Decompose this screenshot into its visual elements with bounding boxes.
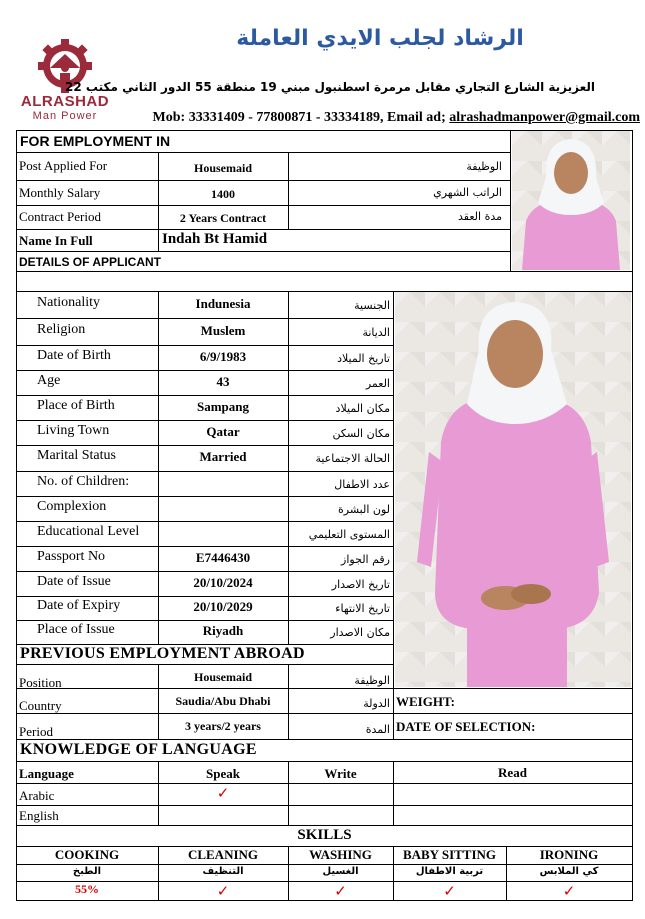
applicant-photo-small [512,131,630,270]
label-date-of-expiry: Date of Expiry [37,598,121,613]
value-place-of-issue: Riyadh [202,623,244,638]
section-language: KNOWLEDGE OF LANGUAGE [20,741,257,758]
label-no-of-children-ar: عدد الاطفال [334,477,390,491]
skill-washing-mark: ✓ [334,884,347,900]
value-date-of-expiry: 20/10/2029 [193,599,253,614]
value-monthly-salary: 1400 [211,187,235,201]
logo-sub-text: Man Power [32,110,98,122]
skill-cleaning: CLEANING [187,847,259,862]
label-living-town: Living Town [37,422,110,438]
label-living-town-ar: مكان السكن [332,426,390,440]
label-place-of-birth: Place of Birth [37,397,115,413]
label-marital-status: Marital Status [37,448,116,463]
label-passport-no-ar: رقم الجواز [341,552,390,566]
label-age: Age [37,372,61,388]
label-religion-ar: الديانة [362,325,390,339]
label-marital-status-ar: الحالة الاجتماعية [315,452,390,465]
label-date-of-birth-ar: تاريخ الميلاد [337,351,390,365]
section-employment: FOR EMPLOYMENT IN [20,133,171,149]
label-nationality: Nationality [37,294,100,310]
value-religion: Muslem [200,322,246,338]
value-prev-period: 3 years/2 years [185,719,261,733]
label-prev-position: Position [19,675,62,690]
section-skills: SKILLS [297,827,352,843]
label-age-ar: العمر [365,376,390,390]
label-prev-period-ar: المدة [365,723,390,736]
value-place-of-birth: Sampang [196,398,250,414]
value-date-of-birth: 6/9/1983 [199,348,247,364]
value-date-of-issue: 20/10/2024 [193,574,253,590]
label-religion: Religion [37,321,86,337]
section-details-applicant: DETAILS OF APPLICANT [19,255,161,269]
value-living-town: Qatar [206,423,240,439]
label-no-of-children: No. of Children: [37,473,130,489]
label-contract-period: Contract Period [19,209,101,224]
logo-brand-text: ALRASHAD [20,93,110,110]
lang-header-language: Language [19,766,74,781]
skill-baby-sitting-mark: ✓ [443,884,456,900]
value-full-name: Indah Bt Hamid [162,231,268,247]
label-post-applied-ar: الوظيفة [466,160,502,173]
label-date-of-birth: Date of Birth [37,347,111,363]
contact-line [120,110,640,126]
label-place-of-issue: Place of Issue [37,622,115,637]
label-complexion: Complexion [37,498,107,514]
label-monthly-salary: Monthly Salary [19,185,101,200]
skill-ironing-mark: ✓ [562,884,576,900]
contact-phones: Mob: 33331409 - 77800871 - 33334189, Email ad; [152,110,450,125]
label-passport-no: Passport No [37,548,106,564]
value-age: 43 [216,373,230,389]
label-prev-country-ar: الدولة [363,697,390,710]
skill-baby-sitting-ar: تربية الاطفال [415,866,484,877]
value-marital-status: Married [199,449,247,464]
label-date-of-issue: Date of Issue [37,573,111,589]
label-complexion-ar: لون البشرة [338,502,390,516]
label-contract-period-ar: مدة العقد [458,210,502,223]
label-date-of-issue-ar: تاريخ الاصدار [331,577,390,591]
value-contract-period: 2 Years Contract [179,211,267,225]
value-prev-position: Housemaid [193,670,252,684]
company-title-ar: الرشاد لجلب الايدي العاملة [236,26,524,51]
lang-row-arabic: Arabic [19,788,55,803]
skill-washing-ar: الغسيل [322,866,359,877]
lang-header-read: Read [498,765,527,780]
applicant-photo-large [395,292,631,687]
label-nationality-ar: الجنسية [354,298,390,312]
lang-row-english: English [19,808,59,823]
lang-arabic-speak-check: ✓ [216,786,230,802]
skill-ironing: IRONING [539,847,599,862]
skill-washing: WASHING [309,847,372,862]
contact-email[interactable]: alrashadmanpower@gmail.com [449,110,640,125]
label-weight: WEIGHT: [396,694,455,709]
label-date-of-selection: DATE OF SELECTION: [396,719,536,734]
skill-cooking: COOKING [54,847,120,862]
label-prev-period: Period [19,724,53,739]
skill-cleaning-mark: ✓ [216,884,230,900]
label-full-name: Name In Full [19,233,93,248]
label-educational-level-ar: المستوى التعليمي [308,527,390,541]
label-prev-position-ar: الوظيفة [354,674,390,687]
label-date-of-expiry-ar: تاريخ الانتهاء [335,602,390,615]
skill-cooking-mark: 55% [75,882,99,896]
skill-baby-sitting: BABY SITTING [402,847,497,862]
value-nationality: Indunesia [195,295,251,311]
skill-cooking-ar: الطبخ [72,866,102,877]
label-educational-level: Educational Level [37,523,140,539]
value-passport-no: E7446430 [195,549,251,565]
value-post-applied: Housemaid [193,161,252,175]
label-post-applied: Post Applied For [19,158,108,173]
company-address-ar: العزيزية الشارع التجاري مقابل مرمرة اسطنبول مبني 19 منطقة 55 الدور الثاني مكتب 22 [65,80,595,94]
skill-cleaning-ar: التنظيف [202,866,244,877]
value-prev-country: Saudia/Abu Dhabi [175,694,271,708]
label-place-of-birth-ar: مكان الميلاد [335,401,390,415]
label-monthly-salary-ar: الراتب الشهري [433,186,502,199]
lang-header-speak: Speak [206,766,240,781]
label-place-of-issue-ar: مكان الاصدار [330,626,390,639]
lang-header-write: Write [324,766,357,781]
label-prev-country: Country [19,698,62,713]
skill-ironing-ar: كي الملابس [539,866,599,877]
section-previous-employment: PREVIOUS EMPLOYMENT ABROAD [20,645,305,662]
